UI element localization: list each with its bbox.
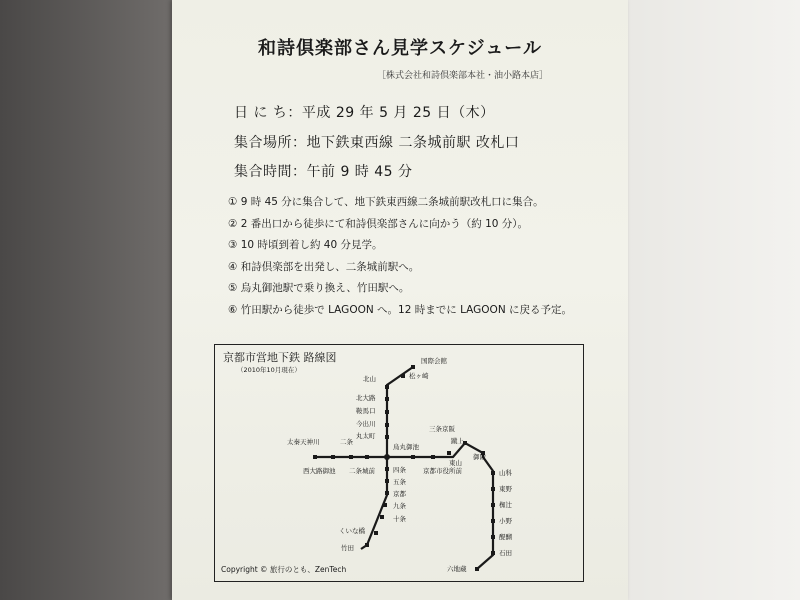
subway-map-graphic (215, 345, 583, 581)
station-marker (313, 455, 317, 459)
station-marker (491, 487, 495, 491)
station-label: 京都 (393, 490, 406, 498)
background-left (0, 0, 170, 600)
map-title: 京都市営地下鉄 路線図 (223, 351, 337, 364)
station-label: 九条 (393, 502, 406, 510)
station-label: 西大路御池 (303, 467, 336, 475)
station-label: 国際会館 (421, 357, 447, 365)
station-label: 丸太町 (356, 432, 376, 440)
station-marker (385, 467, 389, 471)
info-date-value: 平成 29 年 5 月 25 日（木） (301, 105, 495, 121)
station-label: 四条 (393, 466, 406, 474)
info-place-value: 地下鉄東西線 二条城前駅 改札口 (306, 135, 520, 151)
station-marker (365, 543, 369, 547)
info-time-label: 集合時間： (234, 164, 307, 180)
station-label: 烏丸御池 (393, 443, 419, 451)
station-label: 竹田 (341, 544, 354, 552)
subway-map (214, 344, 584, 582)
station-marker (365, 455, 369, 459)
station-label: 太秦天神川 (287, 438, 320, 446)
station-marker (411, 365, 415, 369)
step-item: ④ 和詩倶楽部を出発し、二条城前駅へ。 (228, 260, 420, 273)
station-label: 蹴上 (451, 437, 464, 445)
station-label: 御陵 (473, 453, 486, 461)
step-item: ③ 10 時頃到着し約 40 分見学。 (228, 239, 383, 252)
info-meeting-place (234, 132, 519, 152)
station-label: 二条城前 (349, 467, 375, 475)
station-marker (475, 567, 479, 571)
station-marker (374, 531, 378, 535)
station-marker (380, 515, 384, 519)
station-label: 二条 (340, 438, 353, 446)
schedule-paper (172, 0, 628, 600)
schedule-steps (228, 192, 618, 322)
document-subtitle: ［株式会社和詩倶楽部本社・油小路本店］ (376, 71, 548, 81)
step-item: ② 2 番出口から徒歩にて和詩倶楽部さんに向かう（約 10 分）。 (228, 217, 529, 230)
station-label: くいな橋 (339, 527, 365, 535)
station-marker (383, 503, 387, 507)
background-right (620, 0, 800, 600)
station-label: 東野 (499, 485, 512, 493)
step-item: ⑥ 竹田駅から徒歩で LAGOON へ。12 時までに LAGOON に戻る予定。 (228, 303, 573, 316)
station-label: 十条 (393, 515, 406, 523)
map-date: （2010年10月現在） (237, 366, 301, 374)
station-label: 椥辻 (499, 501, 512, 509)
station-label: 北大路 (356, 394, 376, 402)
station-marker (385, 423, 389, 427)
station-label: 五条 (393, 478, 406, 486)
station-label: 鞍馬口 (356, 407, 376, 415)
map-copyright: Copyright © 旅行のとも、ZenTech (221, 565, 347, 574)
station-marker (491, 519, 495, 523)
station-marker (447, 451, 451, 455)
station-label: 小野 (499, 517, 512, 525)
info-place-label: 集合場所： (234, 135, 307, 151)
station-label: 松ヶ崎 (409, 372, 429, 380)
station-marker (491, 551, 495, 555)
station-marker (385, 479, 389, 483)
station-label: 京都市役所前 (423, 467, 462, 475)
station-marker (491, 503, 495, 507)
station-marker (431, 455, 435, 459)
station-marker (401, 374, 405, 378)
station-label: 三条京阪 (429, 425, 455, 433)
station-marker (491, 471, 495, 475)
step-item: ① 9 時 45 分に集合して、地下鉄東西線二条城前駅改札口に集合。 (228, 196, 544, 208)
station-label: 今出川 (356, 420, 376, 428)
station-marker (385, 385, 389, 389)
station-label: 六地蔵 (447, 565, 467, 573)
station-label: 醍醐 (499, 533, 512, 541)
info-date (234, 102, 495, 122)
info-date-label: 日 に ち： (234, 105, 302, 121)
info-time-value: 午前 9 時 45 分 (306, 164, 413, 180)
station-marker (385, 397, 389, 401)
station-marker (331, 455, 335, 459)
station-label: 山科 (499, 469, 512, 477)
station-marker (349, 455, 353, 459)
station-marker (385, 410, 389, 414)
document-title: 和詩倶楽部さん見学スケジュール (258, 38, 542, 59)
info-meeting-time (234, 161, 413, 181)
transfer-station-marker (384, 454, 390, 460)
station-marker (385, 491, 389, 495)
station-label: 北山 (363, 375, 376, 383)
station-marker (491, 535, 495, 539)
station-label: 東山 (449, 459, 462, 467)
step-item: ⑤ 烏丸御池駅で乗り換え、竹田駅へ。 (228, 282, 410, 295)
station-marker (385, 435, 389, 439)
station-marker (411, 455, 415, 459)
station-label: 石田 (499, 549, 512, 557)
